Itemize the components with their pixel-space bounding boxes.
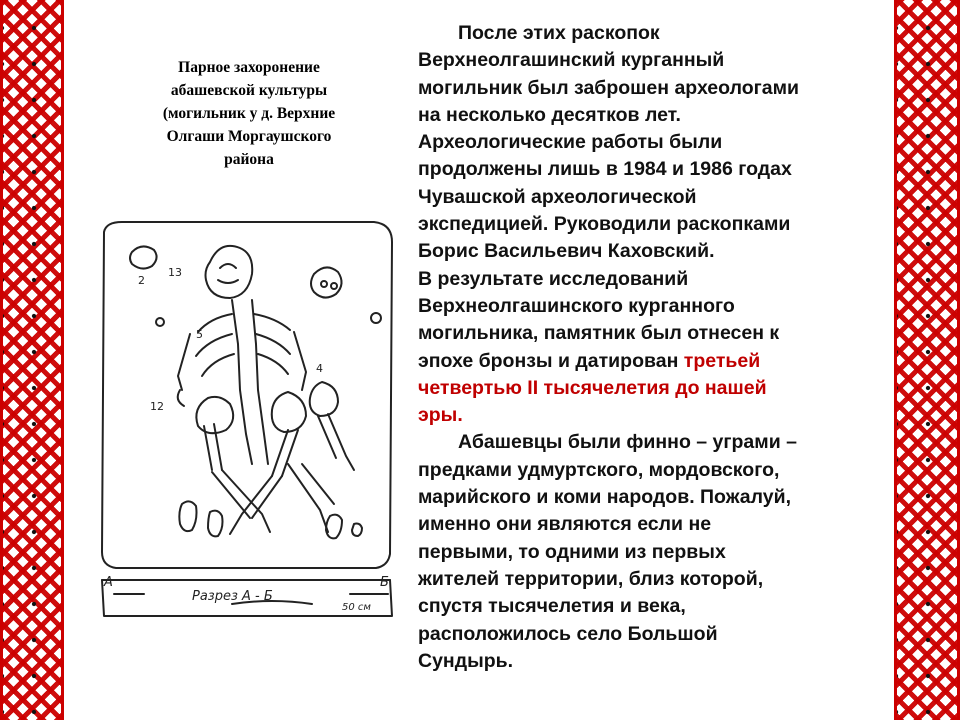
section-label: Разрез А - Б <box>192 589 273 604</box>
find-number: 5 <box>196 328 203 341</box>
text-line: могильник был заброшен археологами <box>418 76 800 99</box>
find-number: 4 <box>316 362 323 375</box>
section-corner-right: Б <box>380 575 389 590</box>
caption-line: абашевской культуры <box>170 82 328 99</box>
ornament-border-left <box>0 0 64 720</box>
scale-label: 50 см <box>342 602 371 613</box>
text-line: расположилось село Большой <box>418 622 718 645</box>
text-line: Сундырь. <box>418 649 514 672</box>
highlighted-date: третьей <box>683 349 761 372</box>
burial-sketch <box>92 214 410 630</box>
text-line: предками удмуртского, мордовского, <box>418 458 780 481</box>
ornament-border-right <box>894 0 960 720</box>
main-text <box>418 20 890 675</box>
text-line: Верхнеолгашинского курганного <box>418 294 735 317</box>
text-line: спустя тысячелетия и века, <box>418 595 686 618</box>
figure-caption <box>118 56 380 171</box>
text-line: После этих раскопок <box>458 22 660 44</box>
text-line <box>418 348 890 375</box>
text-line: именно они являются если не <box>418 513 712 536</box>
find-number: 12 <box>150 400 164 413</box>
text-line: экспедицией. Руководили раскопками <box>418 213 791 236</box>
text-line: Чувашской археологической <box>418 185 697 208</box>
text-line: Абашевцы были финно – уграми – <box>458 431 797 454</box>
text-segment: эпохе бронзы и датирован <box>418 349 679 372</box>
caption-line: Олгаши Моргаушского <box>166 128 332 145</box>
caption-line: района <box>224 151 274 168</box>
text-line: могильника, памятник был отнесен к <box>418 322 780 345</box>
text-line: Борис Васильевич Каховский. <box>418 240 715 263</box>
text-line: первыми, то одними из первых <box>418 540 726 563</box>
find-number: 2 <box>138 274 145 287</box>
caption-line: Парное захоронение <box>178 59 320 76</box>
section-corner-left: А <box>104 575 113 590</box>
text-line: жителей территории, близ которой, <box>418 567 764 590</box>
highlighted-date: эры. <box>418 404 463 427</box>
text-line: В результате исследований <box>418 267 689 290</box>
text-line: марийского и коми народов. Пожалуй, <box>418 486 792 509</box>
text-line: продолжены лишь в 1984 и 1986 годах <box>418 158 792 181</box>
find-number: 13 <box>168 266 182 279</box>
text-line: Археологические работы были <box>418 131 723 154</box>
text-line: на несколько десятков лет. <box>418 103 681 126</box>
text-line: Верхнеолгашинский курганный <box>418 49 725 72</box>
highlighted-date: четвертью II тысячелетия до нашей <box>418 376 767 399</box>
caption-line: (могильник у д. Верхние <box>162 105 336 122</box>
